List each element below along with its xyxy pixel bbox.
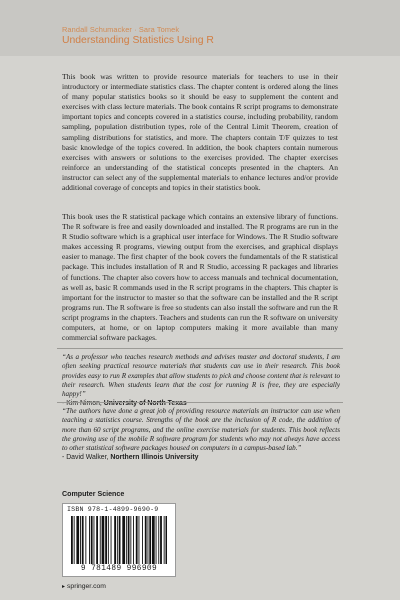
review-quote-text: “As a professor who teaches research methods and advises master and doctoral students, I am often seeking practical resource materials that students can use in their research. This book provides easy to run R examples that allow students to pick and choose content that is relevant to their research. When students learn that the cost for running R is free, they are especially happy!” <box>62 353 340 399</box>
review-quote <box>57 348 343 409</box>
reviewer-name: - David Walker, <box>62 454 109 462</box>
authors: Randall Schumacker · Sara Tomek <box>62 25 180 34</box>
description-paragraph: This book was written to provide resource materials for teachers to use in their introductory or intermediate statistics class. The chapter content is ordered along the lines of many popular statistics books so it should be easy to supplement the content and exercises with class lecture materials. The book contains R script programs to demonstrate important topics and concepts covered in a statistics course, including probability, random sampling, population distribution types, role of the Central Limit Theorem, creation of sampling distributions for statistics, and more. The chapters contain T/F quizzes to test basic knowledge of the topics covered. In addition, the book chapters contain numerous exercises with answers or solutions to the exercises provided. The chapter exercises reinforce an understanding of the statistical concepts presented in the chapters. An instructor can select any of the supplemental materials to enhance lectures and/or provide additional coverage of concepts and topics in their statistics book. <box>62 72 338 193</box>
publisher-link[interactable] <box>62 583 106 590</box>
review-attribution <box>62 453 343 462</box>
publisher-url: springer.com <box>67 583 106 590</box>
reviewer-affiliation: Northern Illinois University <box>110 454 199 462</box>
cover-header <box>0 0 400 56</box>
reviewer-name: - Kim Nimon, <box>62 400 102 408</box>
review-quote <box>57 402 343 463</box>
arrow-right-icon: ▸ <box>62 584 66 590</box>
isbn-label: ISBN 978-1-4899-9690-9 <box>67 506 159 513</box>
description-paragraph: This book uses the R statistical package which contains an extensive library of functions. The R software is free and easily downloaded and installed. The R programs are run in the R Studio software which is a graphical user interface for Windows. The R Studio software makes accessing R programs, viewing output from the exercises, and graphical displays easier to manage. The first chapter of the book covers the fundamentals of the R statistical package. This includes installation of R and R Studio, accessing R packages and libraries of functions. The chapter also covers how to access manuals and technical documentation, as well as, basic R commands used in the R script programs in the chapters. This chapter is important for the instructor to master so that the software can be installed and the R script programs run. The R software is free so students can also install the software and run the R script programs in the chapters. Teachers and students can run the R software on university computers, at home, or on laptop computers making it more available than many commercial software packages. <box>62 212 338 343</box>
subject-category: Computer Science <box>62 490 125 498</box>
ean-number: 9 781489 996909 <box>80 565 158 573</box>
book-title: Understanding Statistics Using R <box>62 35 214 46</box>
review-quote-text: “The authors have done a great job of providing resource materials an instructor can use when teaching a statistics course. Strengths of the book are the inclusion of R code, the addition of more than 60 script programs, and the online exercise materials for students. This book reflects the growing use of the mobile R software program for students who may not always have access to other statistical software packages housed on computers in a campus-based lab.” <box>62 407 340 453</box>
barcode-icon <box>71 516 167 564</box>
reviewer-affiliation: University of North Texas <box>103 400 187 408</box>
barcode-box <box>62 503 176 577</box>
